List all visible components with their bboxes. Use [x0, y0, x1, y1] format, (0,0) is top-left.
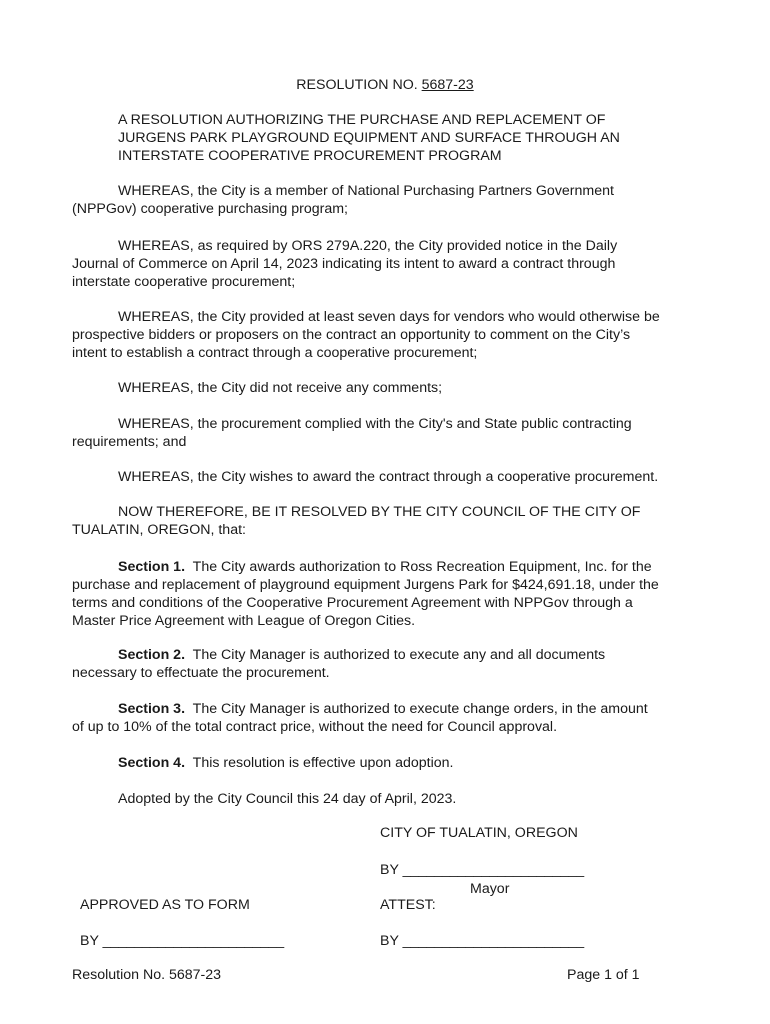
whereas-clause-5: WHEREAS, the procurement complied with the City's and State public contracting requirements; and: [72, 416, 632, 450]
section-label: Section 1.: [118, 559, 186, 575]
resolution-number: 5687-23: [421, 77, 474, 93]
attest-signature-line: BY _______________________: [380, 933, 585, 949]
resolution-title: RESOLUTION NO. 5687-23: [296, 77, 474, 93]
adopted-statement: Adopted by the City Council this 24 day of April, 2023.: [118, 791, 457, 807]
whereas-clause-3: WHEREAS, the City provided at least seven days for vendors who would otherwise be prospective bidders or proposers on the contract an opportunity to comment on the City’s intent to establish a contract through a cooperative procurement;: [72, 309, 660, 361]
section-label: Section 3.: [118, 701, 186, 717]
attest-label: ATTEST:: [380, 897, 436, 913]
section-1: Section 1. The City awards authorization to Ross Recreation Equipment, Inc. for the purchase and replacement of playground equipment Jurgens Park for $424,691.18, under the terms and conditions of the Cooperative Procurement Agreement with NPPGov through a Master Price Agreement with League of Oregon Cities.: [72, 559, 659, 629]
page-number: Page 1 of 1: [567, 967, 640, 983]
section-3: Section 3. The City Manager is authorized to execute change orders, in the amount of up to 10% of the total contract price, without the need for Council approval.: [72, 701, 648, 735]
approved-signature-line: BY _______________________: [80, 933, 285, 949]
city-name: CITY OF TUALATIN, OREGON: [380, 825, 578, 841]
whereas-clause-1: WHEREAS, the City is a member of National Purchasing Partners Government (NPPGov) cooperative purchasing program;: [72, 183, 614, 217]
whereas-clause-2: WHEREAS, as required by ORS 279A.220, the City provided notice in the Daily Journal of Commerce on April 14, 2023 indicating its intent to award a contract through interstate cooperative procurement;: [72, 238, 618, 290]
mayor-signature-line: BY _______________________: [380, 862, 585, 878]
approved-as-to-form: APPROVED AS TO FORM: [80, 897, 250, 913]
mayor-title: Mayor: [470, 881, 510, 897]
whereas-clause-4: WHEREAS, the City did not receive any comments;: [118, 380, 443, 396]
footer-resolution-number: Resolution No. 5687-23: [72, 967, 222, 983]
section-label: Section 4.: [118, 755, 186, 771]
section-label: Section 2.: [118, 647, 186, 663]
section-4: Section 4. This resolution is effective upon adoption.: [118, 755, 454, 771]
section-2: Section 2. The City Manager is authorized to execute any and all documents necessary to effectuate the procurement.: [72, 647, 606, 681]
resolved-clause: NOW THEREFORE, BE IT RESOLVED BY THE CITY COUNCIL OF THE CITY OF TUALATIN, OREGON, that:: [72, 504, 641, 538]
whereas-clause-6: WHEREAS, the City wishes to award the contract through a cooperative procurement.: [118, 469, 659, 485]
resolution-heading: A RESOLUTION AUTHORIZING THE PURCHASE AND REPLACEMENT OF JURGENS PARK PLAYGROUND EQUIPMENT AND SURFACE THROUGH AN INTERSTATE COOPERATIVE PROCUREMENT PROGRAM: [118, 112, 620, 164]
